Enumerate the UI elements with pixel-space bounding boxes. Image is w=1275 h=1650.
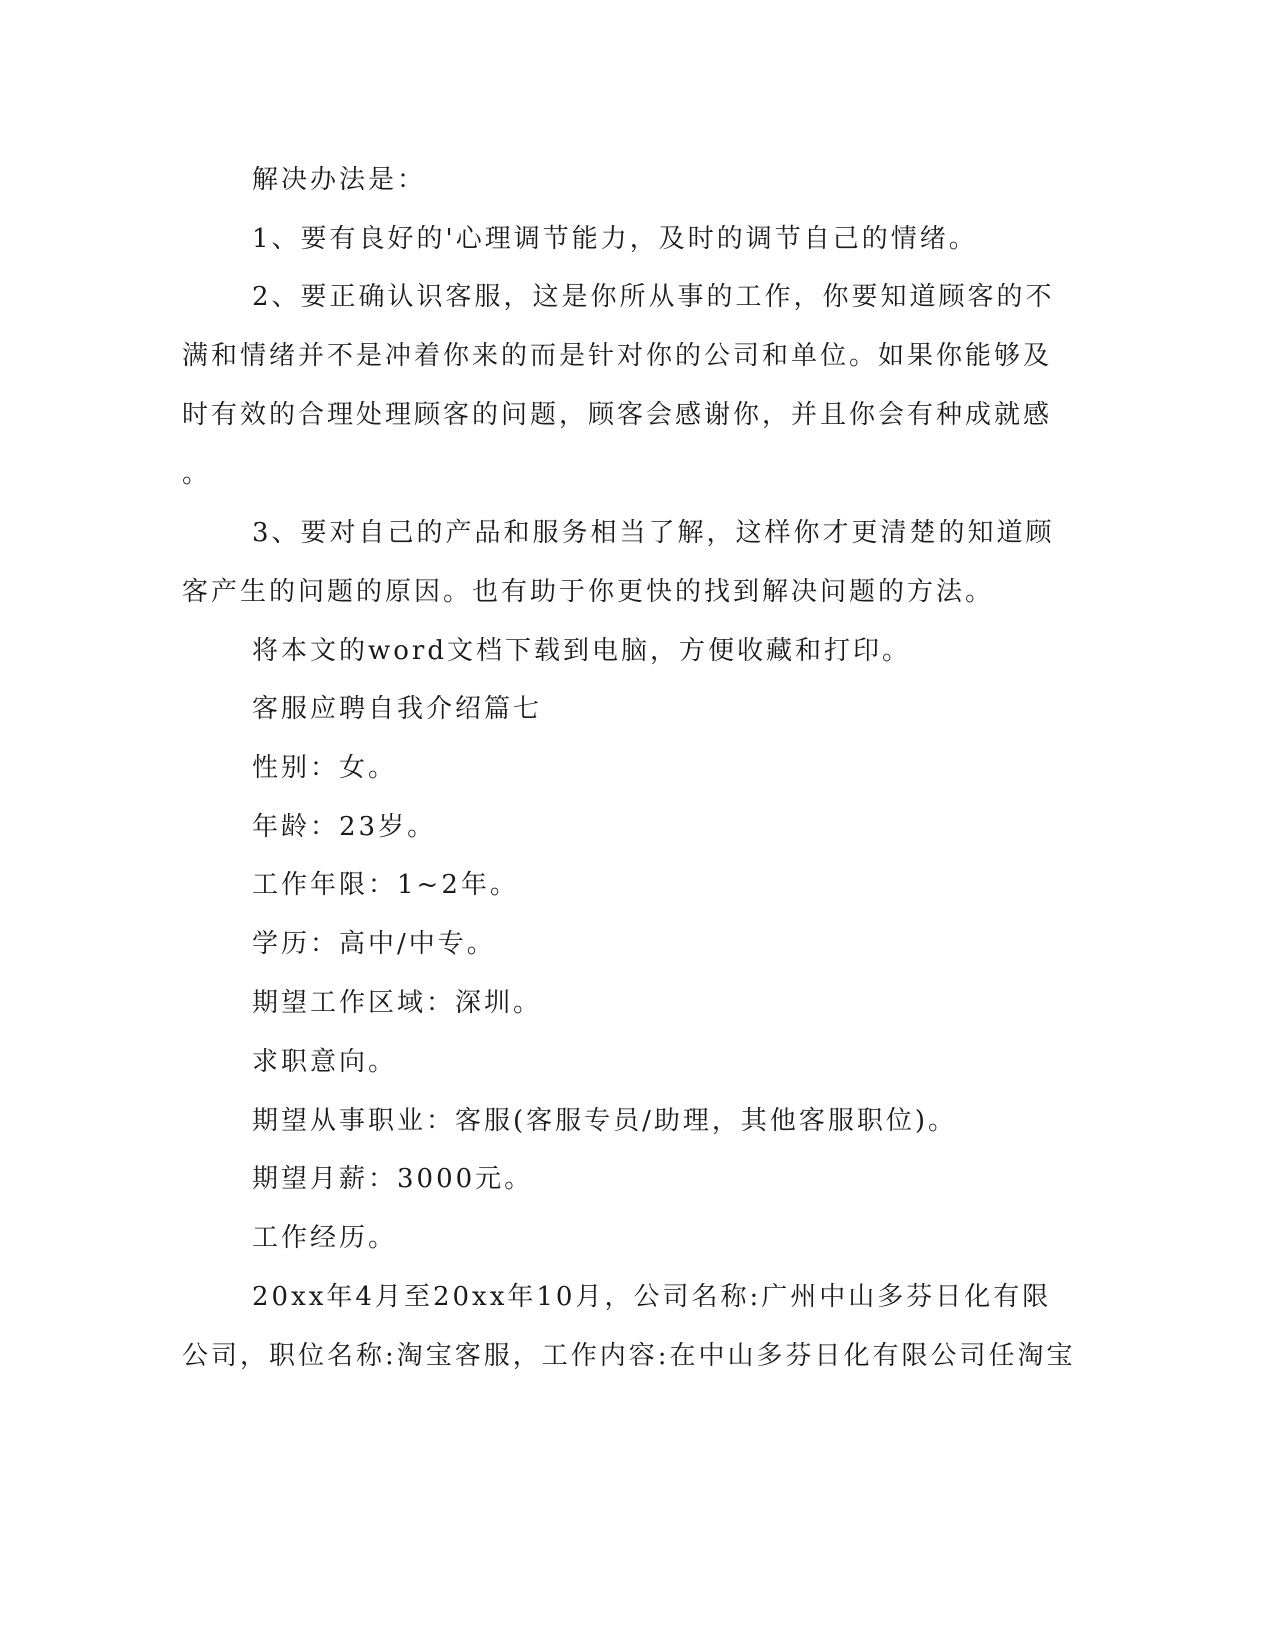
work-experience-heading: 工作经历。 (252, 1223, 398, 1253)
solution-heading: 解决办法是： (252, 165, 427, 195)
education-field: 学历：高中/中专。 (252, 929, 496, 959)
solution-item-1: 1、要有良好的'心理调节能力，及时的调节自己的情绪。 (252, 224, 978, 254)
age-field: 年龄：23岁。 (252, 812, 437, 842)
section-title: 客服应聘自我介绍篇七 (252, 694, 543, 724)
work-years-field: 工作年限：1~2年。 (252, 870, 519, 900)
desired-salary-field: 期望月薪：3000元。 (252, 1164, 534, 1194)
solution-item-2-line-3: 时有效的合理处理顾客的问题，顾客会感谢你，并且你会有种成就感 (182, 400, 1053, 430)
solution-item-2-line-4: 。 (182, 459, 212, 489)
experience-entry-line-1: 20xx年4月至20xx年10月，公司名称:广州中山多芬日化有限 (252, 1282, 1052, 1312)
solution-item-2-line-2: 满和情绪并不是冲着你来的而是针对你的公司和单位。如果你能够及 (182, 341, 1053, 371)
experience-entry-line-2: 公司，职位名称:淘宝客服，工作内容:在中山多芬日化有限公司任淘宝 (182, 1341, 1076, 1371)
solution-item-3-line-1: 3、要对自己的产品和服务相当了解，这样你才更清楚的知道顾 (252, 518, 1055, 548)
job-intention-heading: 求职意向。 (252, 1047, 398, 1077)
desired-occupation-field: 期望从事职业：客服(客服专员/助理，其他客服职位)。 (252, 1106, 958, 1136)
download-note: 将本文的word文档下载到电脑，方便收藏和打印。 (252, 636, 911, 666)
solution-item-2-line-1: 2、要正确认识客服，这是你所从事的工作，你要知道顾客的不 (252, 282, 1055, 312)
work-area-field: 期望工作区域：深圳。 (252, 988, 543, 1018)
solution-item-3-line-2: 客产生的问题的原因。也有助于你更快的找到解决问题的方法。 (182, 577, 995, 607)
gender-field: 性别：女。 (252, 753, 398, 783)
